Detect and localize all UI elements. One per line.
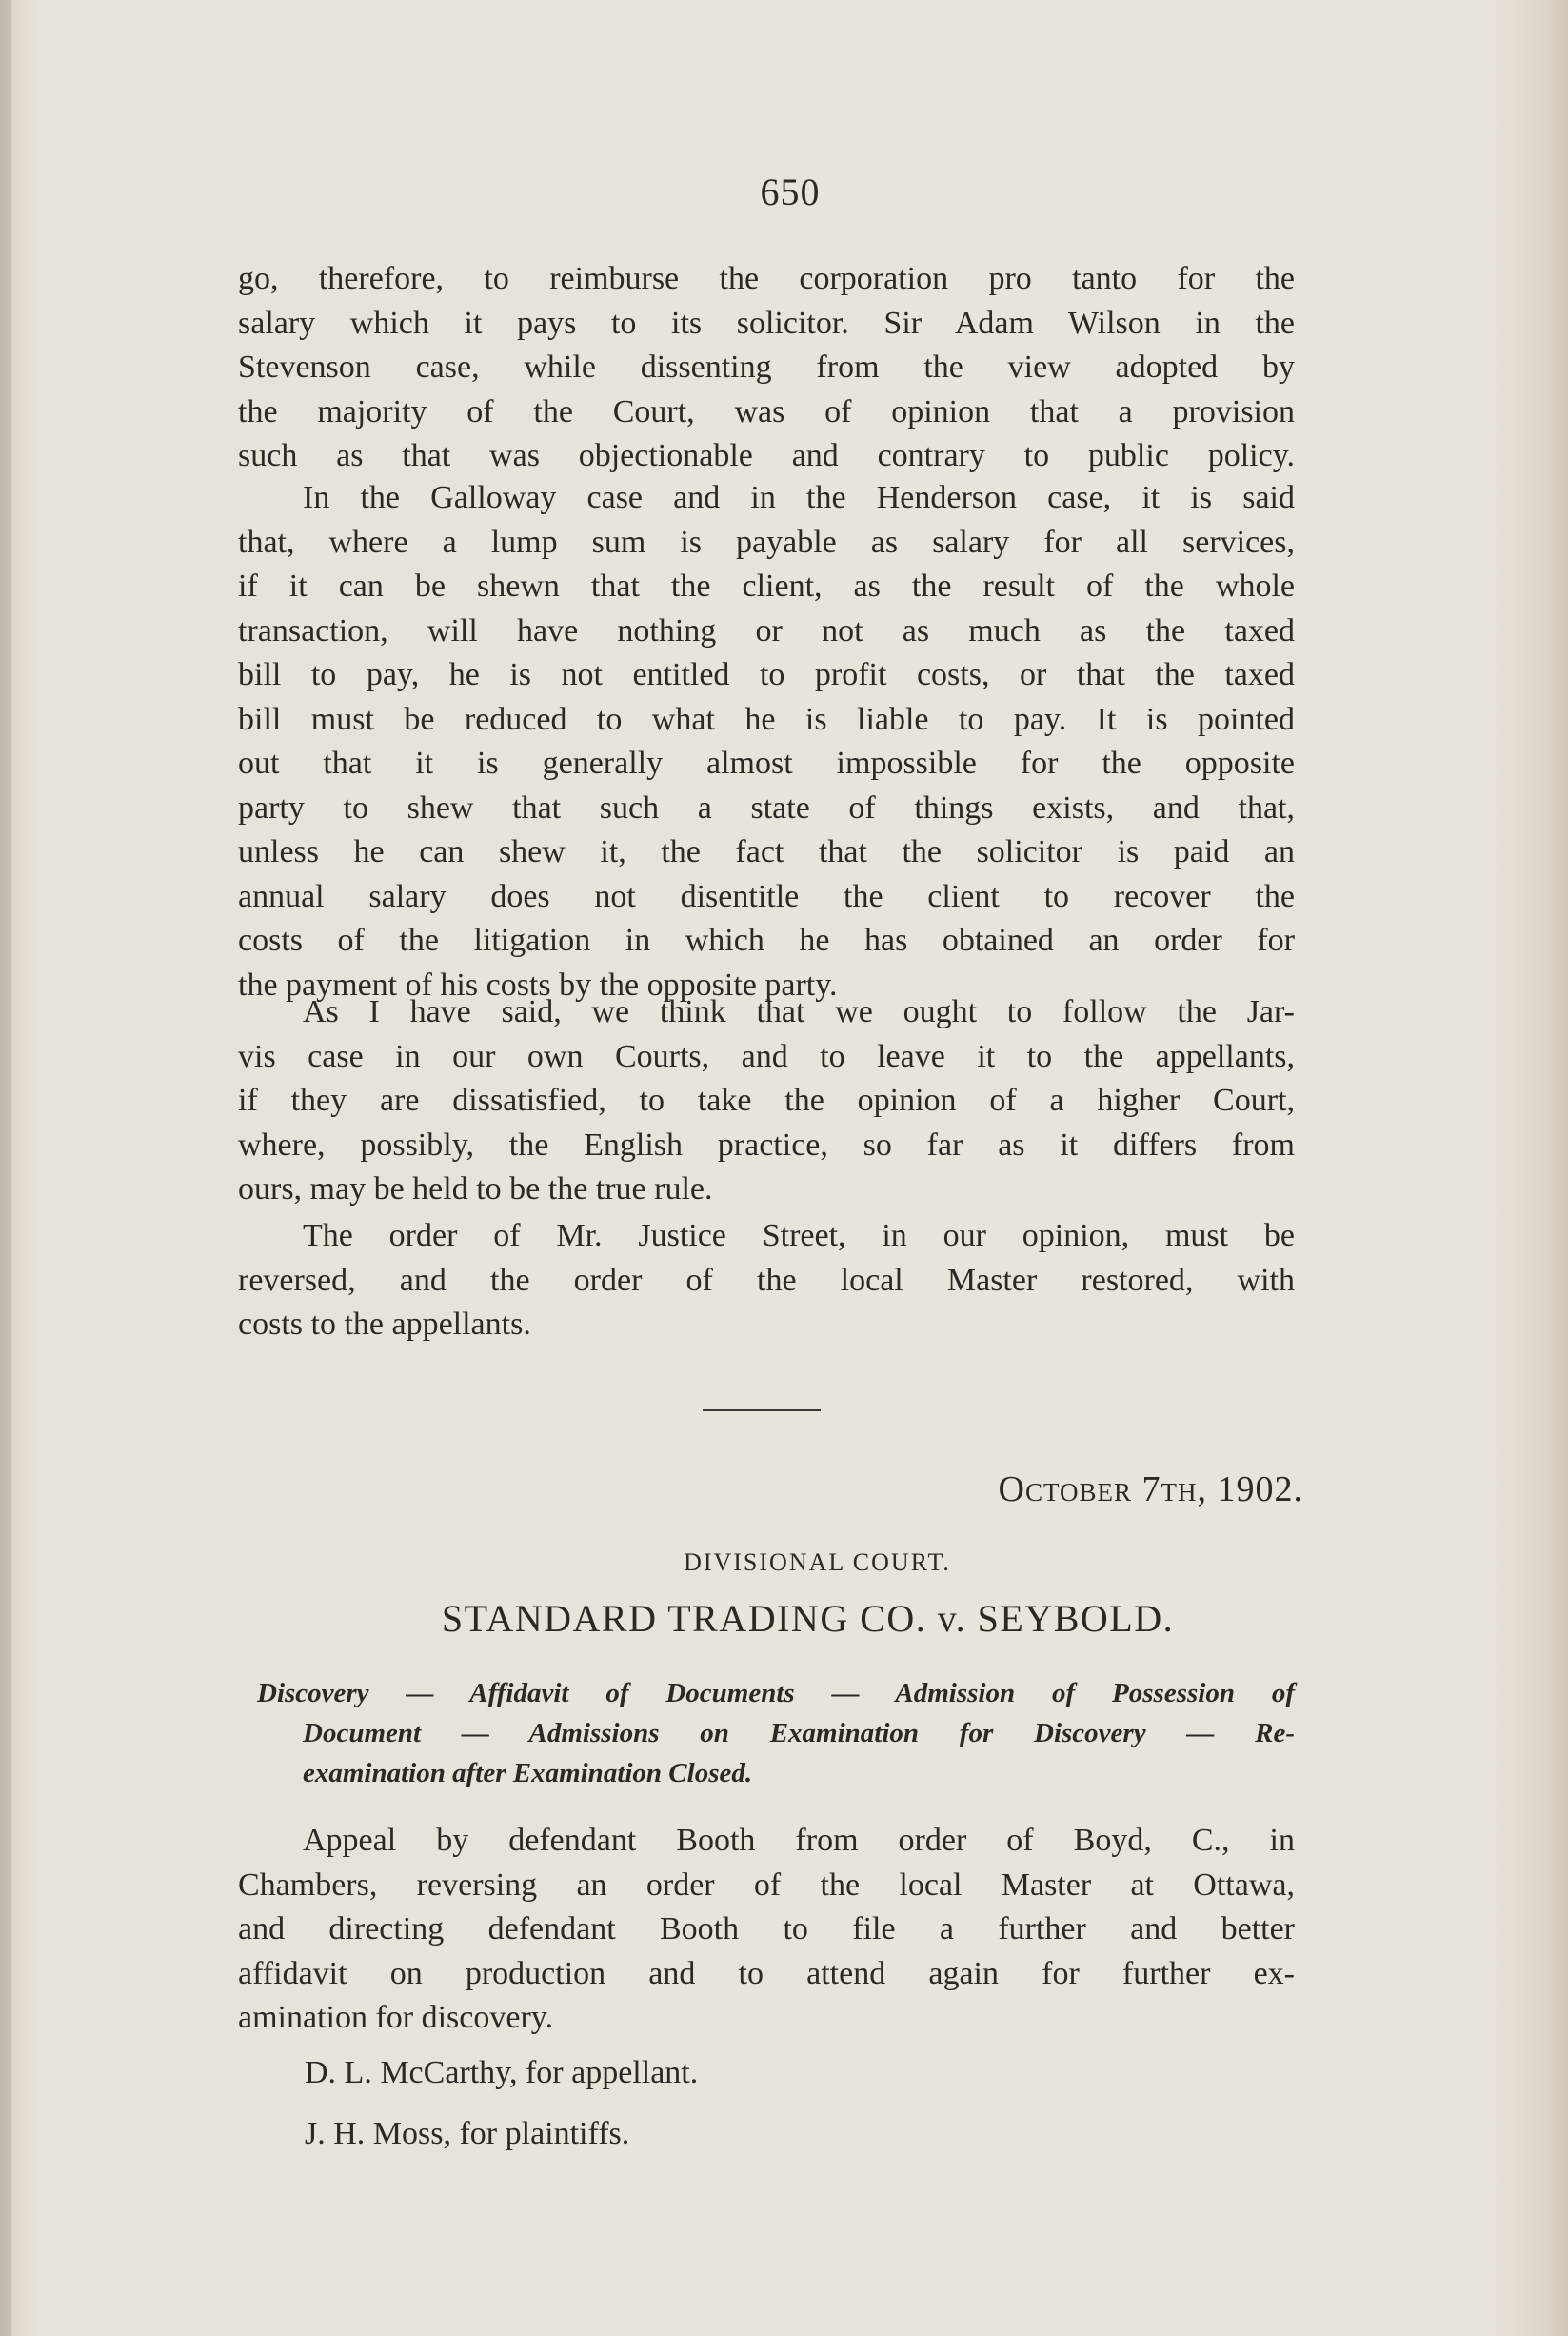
text-line: if it can be shewn that the client, as the result of the whole — [238, 569, 1295, 604]
text-line: and directing defendant Booth to file a further and better — [238, 1911, 1295, 1947]
paragraph-1 — [238, 257, 1295, 479]
text-line: bill to pay, he is not entitled to profit costs, or that the taxed — [238, 657, 1295, 692]
text-line: ours, may be held to be the true rule. — [238, 1171, 713, 1207]
case-date: October 7th, 1902. — [998, 1469, 1303, 1509]
text-line: Appeal by defendant Booth from order of Boyd, C., in — [303, 1823, 1295, 1858]
text-line: the payment of his costs by the opposite party. — [238, 967, 838, 1003]
text-line: vis case in our own Courts, and to leave it to the appellants, — [238, 1038, 1295, 1074]
text-line: bill must be reduced to what he is liable to pay. It is pointed — [238, 701, 1295, 737]
paragraph-4 — [238, 1214, 1295, 1348]
text-line: reversed, and the order of the local Master restored, with — [238, 1262, 1295, 1298]
text-line: amination for discovery. — [238, 2000, 554, 2035]
text-line: transaction, will have nothing or not as much as the taxed — [238, 612, 1295, 649]
paragraph-2 — [238, 476, 1295, 1008]
text-line: party to shew that such a state of things exists, and that, — [238, 789, 1295, 826]
text-line: the majority of the Court, was of opinion that a provision — [238, 393, 1295, 429]
case-title-text: STANDARD TRADING CO. v. SEYBOLD. — [441, 1597, 1175, 1640]
counsel-appellant: D. L. McCarthy, for appellant. — [305, 2055, 699, 2090]
headnote-line: Discovery — Affidavit of Documents — Admission of Possession of — [257, 1678, 1295, 1708]
appeal-paragraph — [238, 1819, 1295, 2041]
page-number: 650 — [760, 170, 821, 213]
text-line: Chambers, reversing an order of the local Master at Ottawa, — [238, 1867, 1295, 1903]
headnote-line: Document — Admissions on Examination for Discovery — Re- — [303, 1718, 1295, 1748]
court-name — [0, 1548, 1568, 1577]
text-line: go, therefore, to reimburse the corporation pro tanto for the — [238, 261, 1295, 296]
counsel-plaintiffs: J. H. Moss, for plaintiffs. — [305, 2116, 630, 2151]
text-line: costs of the litigation in which he has obtained an order for — [238, 923, 1295, 958]
text-line: As I have said, we think that we ought to follow the Jar- — [303, 994, 1295, 1029]
text-line: In the Galloway case and in the Henderson case, it is said — [303, 480, 1295, 515]
text-line: affidavit on production and to attend again for further ex- — [238, 1955, 1295, 1991]
text-line: where, possibly, the English practice, so far as it differs from — [238, 1127, 1295, 1163]
paragraph-3 — [238, 990, 1295, 1212]
page-binding-edge — [0, 0, 11, 2336]
text-line: out that it is generally almost impossible for the opposite — [238, 746, 1295, 781]
text-line: costs to the appellants. — [238, 1307, 531, 1342]
text-line: that, where a lump sum is payable as salary for all services, — [238, 524, 1295, 560]
headnote — [257, 1673, 1295, 1793]
text-line: such as that was objectionable and contrary to public policy. — [238, 438, 1295, 473]
text-line: unless he can shew it, the fact that the solicitor is paid an — [238, 834, 1295, 869]
section-divider — [703, 1409, 821, 1411]
court-name-text: DIVISIONAL COURT. — [684, 1548, 951, 1576]
text-line: The order of Mr. Justice Street, in our opinion, must be — [303, 1218, 1295, 1253]
text-line: salary which it pays to its solicitor. Sir Adam Wilson in the — [238, 305, 1295, 341]
text-line: Stevenson case, while dissenting from the view adopted by — [238, 349, 1295, 385]
text-line: if they are dissatisfied, to take the opinion of a higher Court, — [238, 1083, 1295, 1118]
text-line: annual salary does not disentitle the client to recover the — [238, 878, 1295, 914]
case-title — [0, 1596, 1568, 1641]
headnote-line: examination after Examination Closed. — [303, 1758, 753, 1788]
